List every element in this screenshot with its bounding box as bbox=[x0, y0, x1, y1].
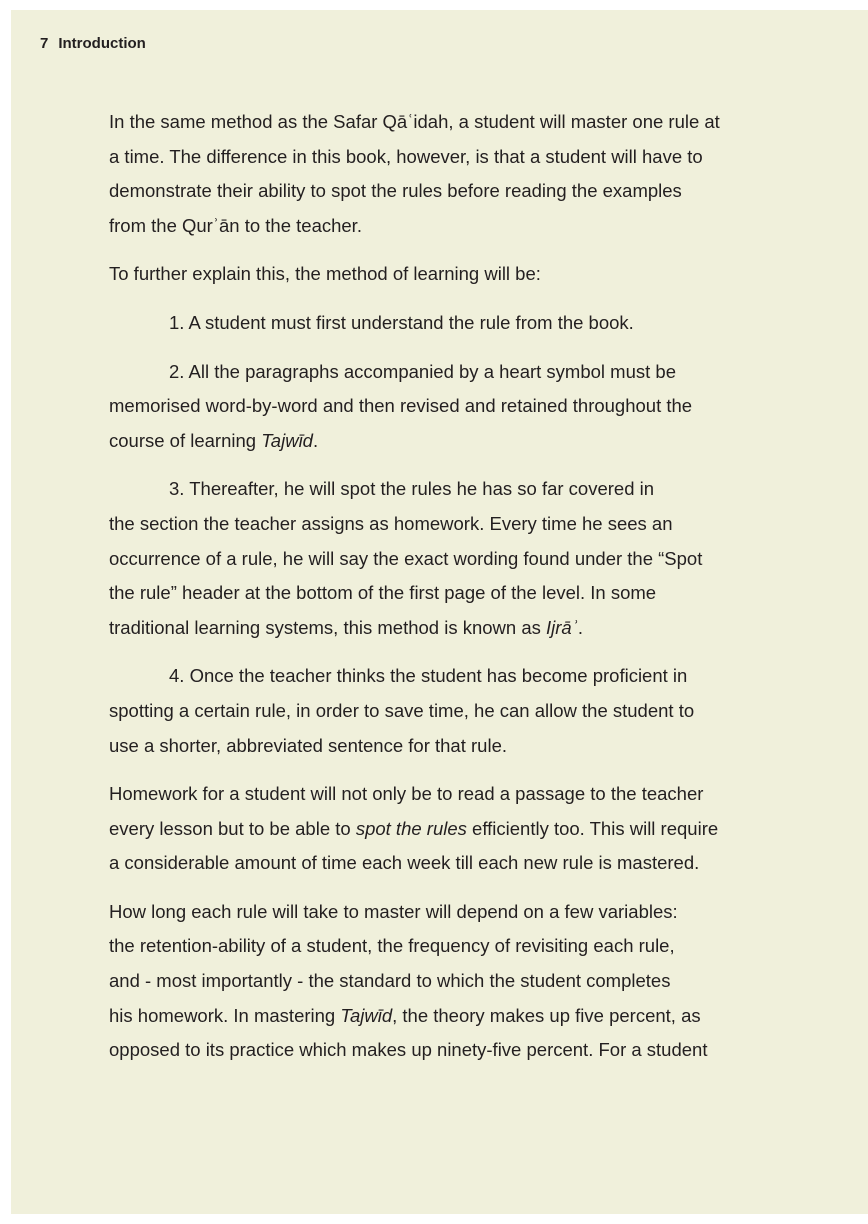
text-line: a considerable amount of time each week till each new rule is mastered. bbox=[109, 852, 700, 874]
body-text bbox=[109, 105, 779, 1082]
text-line: 3. Thereafter, he will spot the rules he has so far covered in bbox=[169, 478, 655, 500]
text-line: 2. All the paragraphs accompanied by a heart symbol must be bbox=[169, 360, 676, 382]
running-head bbox=[40, 35, 146, 52]
list-item-2 bbox=[109, 355, 779, 459]
text-line: the rule” header at the bottom of the first page of the level. In some bbox=[109, 582, 657, 604]
text-line: How long each rule will take to master will depend on a few variables: bbox=[109, 900, 678, 922]
text-line bbox=[109, 424, 779, 459]
text-line: the section the teacher assigns as homework. Every time he sees an bbox=[109, 512, 673, 534]
text-line: 4. Once the teacher thinks the student has become proficient in bbox=[169, 665, 688, 687]
paragraph-homework bbox=[109, 777, 779, 881]
text-line: In the same method as the Safar Qāʿidah, a student will master one rule at bbox=[109, 111, 720, 132]
book-page bbox=[11, 10, 868, 1214]
paragraph-variables bbox=[109, 895, 779, 1068]
paragraph-intro bbox=[109, 105, 779, 243]
list-item-1 bbox=[109, 306, 779, 341]
text-line: 1. A student must first understand the rule from the book. bbox=[169, 311, 634, 333]
list-item-4 bbox=[109, 659, 779, 763]
text-run: traditional learning systems, this method is known as bbox=[109, 616, 547, 638]
section-title: Introduction bbox=[58, 35, 146, 52]
text-run: his homework. In mastering bbox=[109, 1004, 341, 1026]
text-line bbox=[109, 812, 779, 847]
text-line bbox=[109, 999, 779, 1034]
text-line: opposed to its practice which makes up ninety-five percent. For a student bbox=[109, 1039, 708, 1061]
text-line: memorised word-by-word and then revised and retained throughout the bbox=[109, 395, 693, 417]
italic-term: Tajwīd bbox=[261, 429, 313, 451]
text-line: Homework for a student will not only be to read a passage to the teacher bbox=[109, 783, 704, 805]
text-line: the retention-ability of a student, the frequency of revisiting each rule, bbox=[109, 935, 675, 957]
paragraph-method-lead bbox=[109, 257, 779, 292]
text-line: To further explain this, the method of learning will be: bbox=[109, 263, 541, 285]
text-line: a time. The difference in this book, however, is that a student will have to bbox=[109, 145, 703, 167]
text-run: every lesson but to be able to bbox=[109, 817, 356, 839]
text-line: and - most importantly - the standard to which the student completes bbox=[109, 970, 671, 992]
list-item-3 bbox=[109, 472, 779, 645]
text-line: spotting a certain rule, in order to save time, he can allow the student to bbox=[109, 699, 695, 721]
page-number: 7 bbox=[40, 35, 49, 52]
text-line: occurrence of a rule, he will say the exact wording found under the “Spot bbox=[109, 547, 703, 569]
text-run: efficiently too. This will require bbox=[466, 817, 719, 839]
text-line: from the Qurʾān to the teacher. bbox=[109, 214, 362, 236]
italic-term: Tajwīd bbox=[340, 1004, 393, 1026]
text-line: demonstrate their ability to spot the rules before reading the examples bbox=[109, 180, 682, 202]
text-run: . bbox=[577, 616, 584, 638]
text-run: course of learning bbox=[109, 429, 262, 451]
text-line bbox=[109, 611, 779, 646]
italic-term: Ijrāʾ bbox=[546, 616, 578, 638]
text-run: , the theory makes up five percent, as bbox=[392, 1004, 701, 1026]
italic-term: spot the rules bbox=[355, 817, 467, 839]
text-run: . bbox=[312, 429, 319, 451]
text-line: use a shorter, abbreviated sentence for that rule. bbox=[109, 734, 507, 756]
